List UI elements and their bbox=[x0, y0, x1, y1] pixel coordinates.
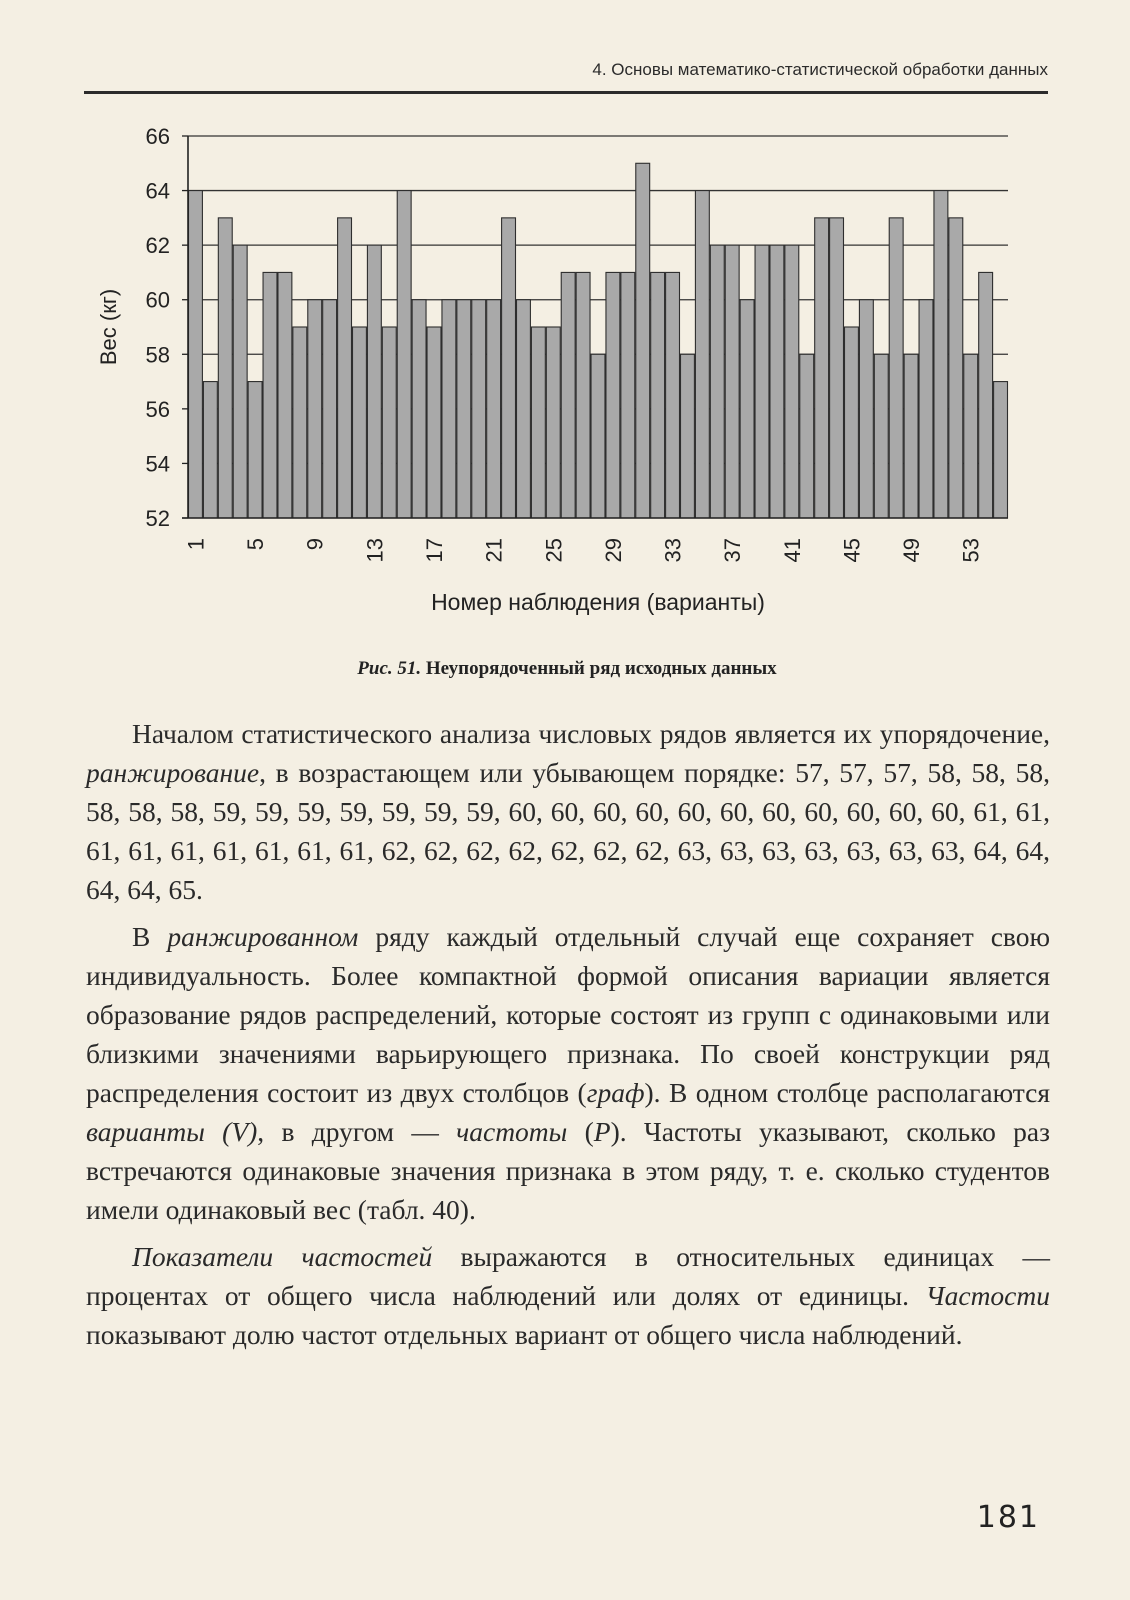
bar bbox=[442, 300, 456, 518]
bar bbox=[353, 327, 367, 518]
y-tick-labels bbox=[146, 124, 188, 531]
bar bbox=[934, 191, 948, 518]
bar bbox=[636, 163, 650, 518]
bar bbox=[531, 327, 545, 518]
figure-caption bbox=[86, 658, 1048, 680]
bar bbox=[248, 382, 262, 518]
bar bbox=[487, 300, 501, 518]
y-tick-label: 66 bbox=[145, 124, 170, 149]
bar bbox=[517, 300, 531, 518]
text-run: показывают долю частот отдельных вариант от общего числа наблюдений. bbox=[86, 1319, 963, 1350]
text-run: ряду каждый отдельный случай еще сохраняет свою индивидуальность. Более компактной формой описания вариации является образование рядов распределений, которые состоят из групп с одинаковыми или близкими значениями варьирующего признака. По своей конструкции ряд распределения состоит из двух столбцов ( bbox=[86, 921, 1050, 1108]
bar bbox=[785, 245, 799, 518]
x-tick-label: 13 bbox=[362, 538, 388, 563]
chart-bars bbox=[189, 163, 1008, 518]
italic-term: Частости bbox=[925, 1280, 1050, 1311]
bar bbox=[397, 191, 411, 518]
italic-term: ранжированном bbox=[167, 921, 359, 952]
bar bbox=[218, 218, 232, 518]
y-tick-label: 64 bbox=[145, 178, 170, 204]
running-head: 4. Основы математико-статистической обработки данных bbox=[592, 60, 1048, 79]
text-run: выражаются в относительных единицах — процентах от общего числа наблюдений или долях от единицы. bbox=[86, 1241, 1050, 1311]
text-run: ). Частоты указывают, сколько раз встречаются одинаковые значения признака в этом ряду, т. е. сколько студентов имели одинаковый вес (табл. 40). bbox=[86, 1116, 1050, 1225]
body-text bbox=[86, 714, 1050, 1362]
x-tick-label: 25 bbox=[541, 538, 567, 563]
x-tick-label: 53 bbox=[958, 538, 984, 563]
x-tick-label: 21 bbox=[481, 538, 507, 563]
bar bbox=[770, 245, 784, 518]
bar bbox=[800, 354, 814, 518]
x-tick-label: 49 bbox=[899, 538, 925, 563]
bar bbox=[457, 300, 471, 518]
bar bbox=[666, 272, 680, 518]
bar bbox=[889, 218, 903, 518]
bar bbox=[427, 327, 441, 518]
bar bbox=[740, 300, 754, 518]
x-tick-label: 1 bbox=[183, 538, 209, 551]
text-run: ). В одном столбце располагаются bbox=[644, 1077, 1050, 1108]
x-tick-label: 9 bbox=[302, 538, 328, 551]
bar bbox=[591, 354, 605, 518]
bar bbox=[681, 354, 695, 518]
x-tick-label: 37 bbox=[720, 538, 746, 563]
bar bbox=[233, 245, 247, 518]
paragraph bbox=[86, 714, 1050, 909]
bar bbox=[382, 327, 396, 518]
bar bbox=[412, 300, 426, 518]
bar bbox=[919, 300, 933, 518]
y-axis-label: Вес (кг) bbox=[96, 288, 121, 366]
bar bbox=[189, 191, 203, 518]
x-tick-label: 29 bbox=[600, 538, 626, 563]
y-tick-label: 58 bbox=[145, 342, 170, 368]
bar bbox=[710, 245, 724, 518]
y-tick-label: 52 bbox=[145, 506, 170, 531]
bar bbox=[338, 218, 352, 518]
bar bbox=[502, 218, 516, 518]
bar bbox=[994, 382, 1008, 518]
bar bbox=[308, 300, 322, 518]
bar bbox=[755, 245, 769, 518]
y-tick-label: 54 bbox=[145, 451, 170, 477]
italic-term: варианты (V) bbox=[86, 1116, 258, 1147]
text-run: Началом статистического анализа числовых рядов является их упорядочение, bbox=[132, 718, 1050, 749]
x-tick-label: 33 bbox=[660, 538, 686, 563]
bar bbox=[725, 245, 739, 518]
bar bbox=[323, 300, 337, 518]
bar bbox=[203, 382, 217, 518]
text-run: В bbox=[132, 921, 168, 952]
x-tick-label: 41 bbox=[779, 538, 805, 563]
italic-term: P bbox=[593, 1116, 611, 1147]
text-run: , в возрастающем или убывающем порядке: 57, 57, 57, 58, 58, 58, 58, 58, 58, 59, 59, 59, 59, 59, 59, 59, 60, 60, 60, 60, 60, 60, 60, 60, 60, 60, 60, 61, 61, 61, 61, 61, 61, 61, 61, 61, 62, 62, 62, 62, 62, 62, 62, 63, 63, 63, 63, 63, 63, 63, 64, 64, 64, 64, 65. bbox=[86, 757, 1050, 905]
y-tick-label: 60 bbox=[145, 287, 170, 313]
bar bbox=[576, 272, 590, 518]
bar bbox=[621, 272, 635, 518]
italic-term: ранжирование bbox=[86, 757, 260, 788]
y-tick-label: 56 bbox=[145, 396, 170, 422]
bar bbox=[546, 327, 560, 518]
bar bbox=[472, 300, 486, 518]
text-run: , в другом — bbox=[257, 1116, 457, 1147]
page-number: 181 bbox=[976, 1500, 1040, 1535]
paragraph bbox=[86, 1237, 1050, 1354]
y-tick-label: 62 bbox=[145, 233, 170, 259]
bar bbox=[964, 354, 978, 518]
x-tick-labels bbox=[183, 538, 983, 562]
bar bbox=[904, 354, 918, 518]
bar bbox=[278, 272, 292, 518]
bar bbox=[815, 218, 829, 518]
bar bbox=[263, 272, 277, 518]
italic-term: Показатели частостей bbox=[132, 1241, 433, 1272]
bar bbox=[561, 272, 575, 518]
weight-bar-chart bbox=[80, 118, 1020, 638]
bar bbox=[874, 354, 888, 518]
bar bbox=[949, 218, 963, 518]
bar bbox=[367, 245, 381, 518]
bar bbox=[651, 272, 665, 518]
x-tick-label: 45 bbox=[839, 538, 865, 563]
text-run: ( bbox=[567, 1116, 594, 1147]
bar bbox=[830, 218, 844, 518]
bar bbox=[979, 272, 993, 518]
paragraph bbox=[86, 917, 1050, 1229]
bar bbox=[695, 191, 709, 518]
bar bbox=[845, 327, 859, 518]
bar bbox=[859, 300, 873, 518]
figure-title: Неупорядоченный ряд исходных данных bbox=[421, 658, 777, 679]
bar bbox=[293, 327, 307, 518]
header-rule bbox=[84, 91, 1048, 94]
italic-term: частоты bbox=[456, 1116, 568, 1147]
x-tick-label: 17 bbox=[422, 538, 447, 563]
bar bbox=[606, 272, 620, 518]
x-axis-label: Номер наблюдения (варианты) bbox=[431, 589, 765, 615]
italic-term: граф bbox=[586, 1077, 645, 1108]
figure-number: Рис. 51. bbox=[357, 658, 422, 679]
x-tick-label: 5 bbox=[243, 538, 269, 551]
